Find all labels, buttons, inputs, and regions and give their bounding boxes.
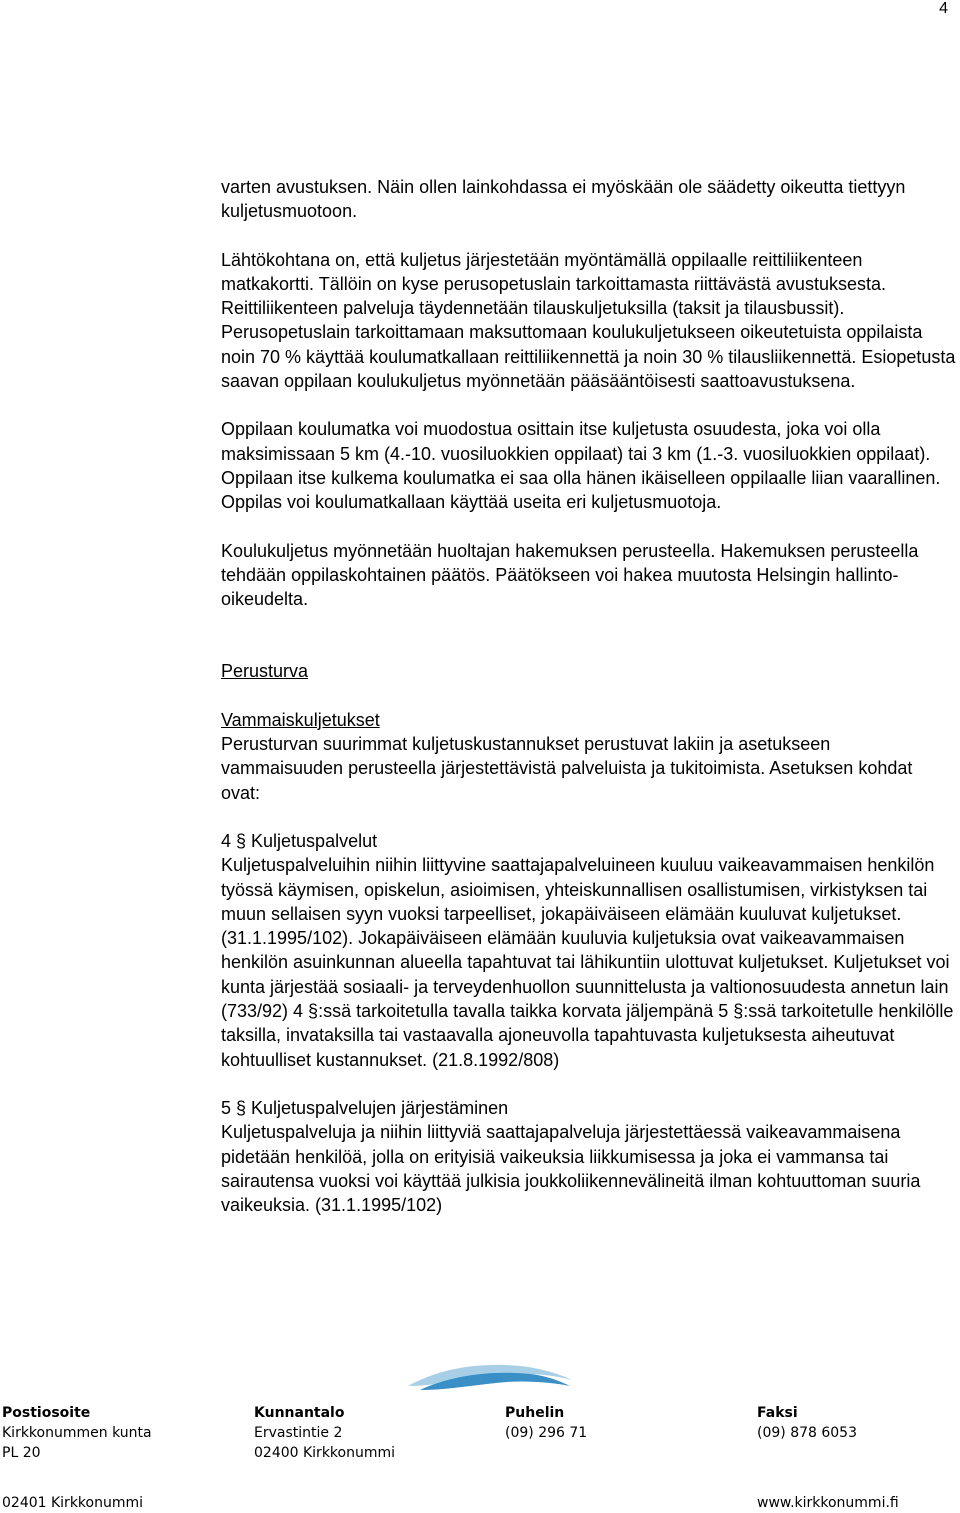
footer-postal-line3: 02401 Kirkkonummi bbox=[2, 1495, 144, 1511]
footer-phone-label: Puhelin bbox=[505, 1405, 565, 1421]
paragraph-2: Lähtökohtana on, että kuljetus järjestetään myöntämällä oppilaalle reittiliikenteen matkakortti. Tällöin on kyse perusopetuslain tarkoittamasta riittävästä avustuksesta. Reittiliikenteen palveluja täydennetään tilauskuljetuksilla (taksit ja tilausbussit). Perusopetuslain tarkoittamaan maksuttomaan koulukuljetukseen oikeutetuista oppilaista noin 70 % käyttää koulumatkallaan reittiliikennettä ja noin 30 % tilausliikennettä. Esiopetusta saavan oppilaan koulukuljetus myönnetään pääsääntöisesti saattoavustuksena. bbox=[221, 249, 956, 392]
paragraph-4-title: 4 § Kuljetuspalvelut bbox=[221, 830, 378, 851]
footer-phone-column bbox=[505, 1403, 587, 1443]
footer-postal-label: Postiosoite bbox=[2, 1405, 91, 1421]
footer-postal-line1: Kirkkonummen kunta bbox=[2, 1425, 152, 1441]
paragraph-5-title: 5 § Kuljetuspalvelujen järjestäminen bbox=[221, 1097, 509, 1118]
document-body bbox=[221, 175, 956, 1217]
paragraph-1: varten avustuksen. Näin ollen lainkohdassa ei myöskään ole säädetty oikeutta tiettyyn kuljetusmuotoon. bbox=[221, 177, 906, 222]
section-heading: Perusturva bbox=[221, 661, 309, 682]
section-subheading: Vammaiskuljetukset bbox=[221, 709, 380, 730]
footer-postal-line2: PL 20 bbox=[2, 1445, 41, 1461]
footer-office-label: Kunnantalo bbox=[254, 1405, 345, 1421]
footer-office-line1: Ervastintie 2 bbox=[254, 1425, 343, 1441]
section-intro: Perusturvan suurimmat kuljetuskustannukset perustuvat lakiin ja asetukseen vammaisuuden perusteella järjestettävistä palveluista ja tukitoimista. Asetuksen kohdat ovat: bbox=[221, 734, 913, 803]
paragraph-4-body: Kuljetuspalveluihin niihin liittyvine saattajapalveluineen kuuluu vaikeavammaisen henkilön työssä käymisen, opiskelun, asioimisen, yhteiskunnallisen osallistumisen, virkistyksen tai muun sellaisen syyn vuoksi tarpeelliset, jokapäiväiseen elämään kuuluvat kuljetukset. (31.1.1995/102). Jokapäiväiseen elämään kuuluvia kuljetuksia ovat vaikeavammaisen henkilön asuinkunnan alueella tapahtuvat tai lähikuntiin ulottuvat kuljetukset. Kuljetukset voi kunta järjestää sosiaali- ja terveydenhuollon suunnittelusta ja valtionosuudesta annetun lain (733/92) 4 §:ssä tarkoitetulla tavalla taikka korvata jäljempänä 5 §:ssä tarkoitetulle henkilölle taksilla, invataksilla tai vastaavalla ajoneuvolla tapahtuvasta kuljetuksesta aiheutuvat kohtuulliset kustannukset. (21.8.1992/808) bbox=[221, 855, 954, 1070]
municipality-logo bbox=[400, 1356, 580, 1396]
page-number: 4 bbox=[939, 0, 948, 17]
footer-fax-value: (09) 878 6053 bbox=[757, 1425, 857, 1441]
paragraph-3: Oppilaan koulumatka voi muodostua osittain itse kuljetusta osuudesta, joka voi olla maksimissaan 5 km (4.-10. vuosiluokkien oppilaat) tai 3 km (1.-3. vuosiluokkien oppilaat). Oppilaan itse kulkema koulumatka ei saa olla hänen ikäiselleen oppilaalle liian vaarallinen. Oppilas voi koulumatkallaan käyttää useita eri kuljetusmuotoja. bbox=[221, 419, 941, 513]
footer-office-column bbox=[254, 1403, 395, 1463]
footer-phone-value: (09) 296 71 bbox=[505, 1425, 588, 1441]
paragraph-5-body: Kuljetuspalveluja ja niihin liittyviä saattajapalveluja järjestettäessä vaikeavammaisena pidetään henkilöä, jolla on erityisiä vaikeuksia liikkumisessa ja joka ei vammansa tai sairautensa vuoksi voi käyttää julkisia joukkoliikennevälineitä ilman kohtuuttoman suuria vaikeuksia. (31.1.1995/102) bbox=[221, 1122, 921, 1216]
footer-website-link[interactable]: www.kirkkonummi.fi bbox=[757, 1495, 899, 1511]
footer-fax-label: Faksi bbox=[757, 1405, 798, 1421]
footer-office-line2: 02400 Kirkkonummi bbox=[254, 1445, 396, 1461]
paragraph-4: Koulukuljetus myönnetään huoltajan hakemuksen perusteella. Hakemuksen perusteella tehdään oppilaskohtainen päätös. Päätökseen voi hakea muutosta Helsingin hallinto-oikeudelta. bbox=[221, 540, 919, 610]
